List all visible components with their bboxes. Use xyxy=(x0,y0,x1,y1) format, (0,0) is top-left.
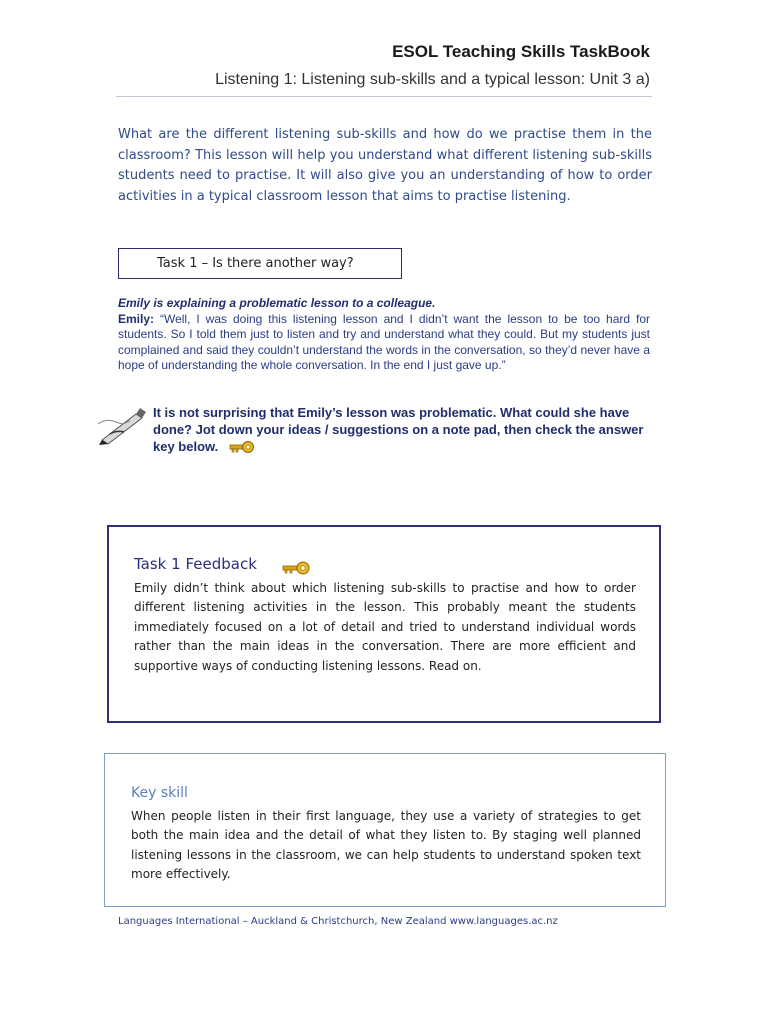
header-subtitle: Listening 1: Listening sub-skills and a typical lesson: Unit 3 a) xyxy=(215,71,650,88)
key-skill-box xyxy=(104,753,666,907)
feedback-text: Emily didn’t think about which listening sub-skills to practise and how to order different listening activities in the lesson. This probably meant the students immediately focused on a lot of detail and tried to understand individual words rather than the main ideas in the conversation. There are more efficient and supportive ways of conducting listening lessons. Read on. xyxy=(134,581,636,673)
scenario-lead: Emily is explaining a problematic lesson to a colleague. xyxy=(118,296,436,310)
intro-paragraph: What are the different listening sub-skills and how do we practise them in the classroom? This lesson will help you understand what different listening sub-skills students need to practise. It will also give you an understanding of how to order activities in a typical classroom lesson that aims to practise listening. xyxy=(118,127,652,204)
key-icon xyxy=(281,560,311,576)
scenario xyxy=(118,296,650,374)
scenario-speaker: Emily: xyxy=(118,311,155,326)
task-label: Task 1 – Is there another way? xyxy=(157,256,354,271)
key-skill-text: When people listen in their first language, they use a variety of strategies to get both the main idea and the detail of what they listen to. By staging well planned listening lessons in the classroom, we can help students to understand spoken text more effectively. xyxy=(131,809,641,882)
task-box xyxy=(118,248,402,279)
feedback-title: Task 1 Feedback xyxy=(134,555,257,573)
header-title: ESOL Teaching Skills TaskBook xyxy=(392,42,650,61)
header-rule xyxy=(116,96,652,97)
scenario-quote: “Well, I was doing this listening lesson and I didn’t want the lesson to be too hard for students. So I told them just to listen and try and understand what they could. But my students just complained and said they couldn’t understand the words in the conversation, so they’d never have a hope of understanding the whole conversation. In the end I just gave up.” xyxy=(118,311,650,373)
feedback-box xyxy=(107,525,661,723)
scenario-quote-block xyxy=(118,312,650,374)
footer: Languages International – Auckland & Christchurch, New Zealand www.languages.ac.nz xyxy=(118,916,558,927)
question-block xyxy=(153,404,651,455)
key-icon xyxy=(228,440,256,454)
question-text: It is not surprising that Emily’s lesson was problematic. What could she have done? Jot down your ideas / suggestions on a note pad, then check the answer key below. xyxy=(153,405,644,454)
key-skill-title: Key skill xyxy=(131,785,188,801)
pen-writing-icon xyxy=(96,404,148,446)
